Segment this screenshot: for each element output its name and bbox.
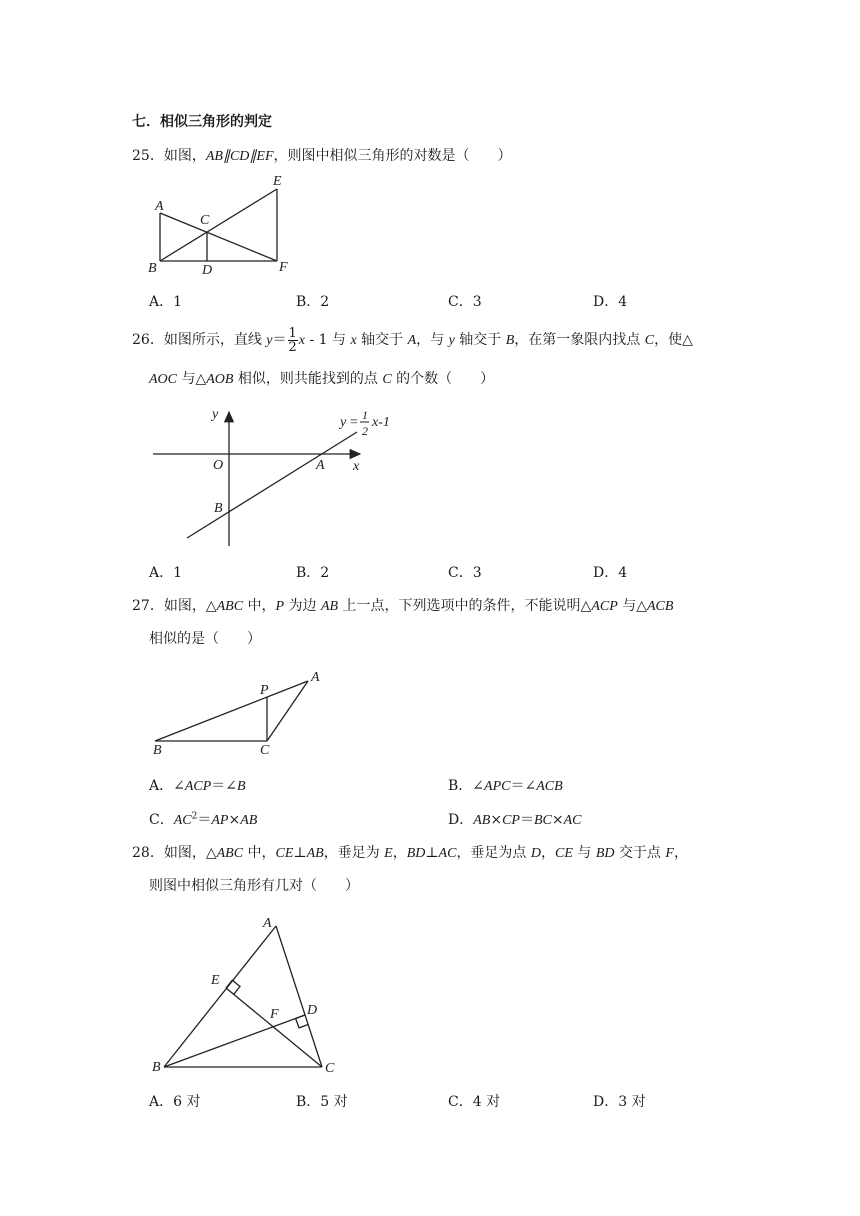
q25-figure <box>145 172 305 280</box>
q26-option-b: B．2 <box>296 565 330 581</box>
q25-option-c: C．3 <box>448 294 482 310</box>
q25-label-c: C <box>200 213 210 228</box>
q26-eq-denominator: 2 <box>362 424 368 438</box>
q28-segment-ac <box>276 926 322 1067</box>
q28-label-d: D <box>307 1003 318 1018</box>
q28-number: 28． <box>132 845 164 861</box>
q25-option-b: B．2 <box>296 294 330 310</box>
q25-label-d: D <box>202 263 213 278</box>
q27-stem-line1: 27．如图，△ABC 中，P 为边 AB 上一点，下列选项中的条件，不能说明△ACP 与△ACB <box>132 598 674 614</box>
q25-option-d: D．4 <box>593 294 628 310</box>
q28-label-a: A <box>263 916 272 931</box>
q26-fraction: $\frac{1}{2}$ <box>288 325 297 355</box>
q25-label-b: B <box>148 261 157 276</box>
q28-option-b: B．5 对 <box>296 1094 348 1110</box>
q25-segment-be <box>160 189 277 261</box>
q27-segment-ba <box>155 681 308 741</box>
q28-label-c: C <box>325 1061 335 1075</box>
q27-stem-line2: 相似的是（ ） <box>149 631 261 647</box>
q28-option-d: D．3 对 <box>593 1094 646 1110</box>
q25-label-a: A <box>155 199 164 214</box>
q26-figure <box>150 402 410 552</box>
q26-eq-y: y <box>340 415 347 430</box>
q26-eq-numerator: 1 <box>362 408 368 422</box>
q28-stem-line1: 28．如图，△ABC 中，CE⊥AB，垂足为 E，BD⊥AC，垂足为点 D，CE 与 BD 交于点 F， <box>132 845 688 861</box>
q28-option-a: A．6 对 <box>149 1094 201 1110</box>
q27-label-c: C <box>260 743 270 758</box>
q26-eq-equals: = <box>349 415 359 430</box>
q28-stem-line2: 则图中相似三角形有几对（ ） <box>149 878 359 894</box>
q25-label-e: E <box>273 174 282 189</box>
q26-label-x: x <box>353 459 360 474</box>
q28-label-f: F <box>270 1007 279 1022</box>
q27-segment-ca <box>267 681 308 741</box>
q27-label-b: B <box>153 743 162 758</box>
q28-label-b: B <box>152 1060 161 1075</box>
q27-option-c: C．$AC^2=AP\times AB$ <box>149 811 258 828</box>
q25-number: 25． <box>132 148 164 164</box>
q26-label-o: O <box>213 458 224 473</box>
q26-option-d: D．4 <box>593 565 628 581</box>
q25-option-a: A．1 <box>149 294 183 310</box>
q28-figure <box>145 910 345 1075</box>
q26-option-c: C．3 <box>448 565 482 581</box>
q26-label-y: y <box>212 407 219 422</box>
q26-label-b: B <box>214 501 223 516</box>
q26-stem-line2: AOC 与△AOB 相似，则共能找到的点 C 的个数（ ） <box>149 371 495 387</box>
q28-option-c: C．4 对 <box>448 1094 501 1110</box>
q28-segment-ce <box>226 988 322 1067</box>
q26-number: 26． <box>132 332 164 348</box>
q27-label-p: P <box>260 683 269 698</box>
q26-label-a: A <box>316 458 325 473</box>
q27-number: 27． <box>132 598 164 614</box>
q26-line <box>187 432 357 538</box>
q27-label-a: A <box>311 670 320 685</box>
q27-option-d: D．AB×CP＝BC×AC <box>448 812 582 828</box>
q28-label-e: E <box>211 973 220 988</box>
q26-eq-tail: x-1 <box>372 415 390 430</box>
section-title: 七．相似三角形的判定 <box>132 114 272 130</box>
q26-stem-line1: 26．如图所示，直线 y＝ $\frac{1}{2}$ x - 1 与 x 轴交于 A，与 y 轴交于 B，在第一象限内找点 C，使△ <box>132 325 693 355</box>
q25-label-f: F <box>279 260 288 275</box>
q26-option-a: A．1 <box>149 565 183 581</box>
q27-option-b: B．∠APC＝∠ACB <box>448 778 563 794</box>
q27-option-a: A．∠ACP＝∠B <box>149 778 246 794</box>
q25-stem: 25．如图，AB∥CD∥EF，则图中相似三角形的对数是（ ） <box>132 148 512 164</box>
q25-segment-af <box>160 213 277 261</box>
q27-figure <box>145 664 335 759</box>
